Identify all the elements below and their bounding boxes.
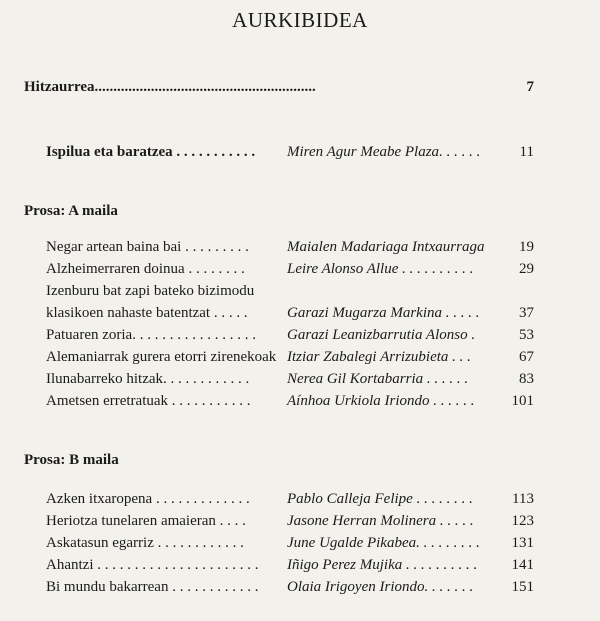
toc-entry xyxy=(0,236,600,258)
entry-author: Jasone Herran Molinera . . . . . xyxy=(287,513,474,529)
entry-page: 141 xyxy=(511,557,534,573)
entry-title: Negar artean baina bai . . . . . . . . . xyxy=(46,239,249,255)
entry-page: 37 xyxy=(519,305,534,321)
toc-entry-hitzaurrea xyxy=(0,76,600,98)
entry-author: Itziar Zabalegi Arrizubieta . . . xyxy=(287,349,471,365)
entry-author: Maialen Madariaga Intxaurraga xyxy=(287,239,485,255)
toc-entry-ispilua xyxy=(0,141,600,163)
entry-page: 113 xyxy=(512,491,534,507)
toc-entry xyxy=(0,324,600,346)
toc-entry xyxy=(0,302,600,324)
section-heading-prosa-b: Prosa: B maila xyxy=(24,452,119,468)
entry-title: Askatasun egarriz . . . . . . . . . . . . xyxy=(46,535,244,551)
entry-title: klasikoen nahaste batentzat . . . . . xyxy=(46,305,248,321)
toc-entry xyxy=(0,576,600,598)
entry-author: Leire Alonso Allue . . . . . . . . . . xyxy=(287,261,474,277)
page-title: AURKIBIDEA xyxy=(232,8,368,32)
toc-entry xyxy=(0,346,600,368)
entry-page: 123 xyxy=(511,513,534,529)
entry-title: Ispilua eta baratzea . . . . . . . . . . . xyxy=(46,144,256,160)
entry-page: 29 xyxy=(519,261,534,277)
entry-author: Pablo Calleja Felipe . . . . . . . . xyxy=(287,491,473,507)
entry-title: Ahantzi . . . . . . . . . . . . . . . . . . . . . . xyxy=(46,557,259,573)
entry-page: 101 xyxy=(511,393,534,409)
entry-page: 67 xyxy=(519,349,534,365)
entry-title: Alemaniarrak gurera etorri zirenekoak xyxy=(46,349,277,365)
toc-entry xyxy=(0,368,600,390)
entry-author: Iñigo Perez Mujika . . . . . . . . . . xyxy=(287,557,478,573)
entry-author: June Ugalde Pikabea. . . . . . . . . xyxy=(287,535,480,551)
entry-title: Bi mundu bakarrean . . . . . . . . . . . . xyxy=(46,579,259,595)
toc-entry xyxy=(0,554,600,576)
entry-page: 151 xyxy=(511,579,534,595)
entry-author: Miren Agur Meabe Plaza. . . . . . xyxy=(287,144,481,160)
toc-entry xyxy=(0,488,600,510)
toc-entry xyxy=(0,280,600,302)
entry-title: Izenburu bat zapi bateko bizimodu xyxy=(46,283,255,299)
entry-title: Hitzaurrea........................................................... xyxy=(24,79,316,95)
entry-title: Azken itxaropena . . . . . . . . . . . . . xyxy=(46,491,250,507)
entry-author: Garazi Mugarza Markina . . . . . xyxy=(287,305,480,321)
entry-author: Nerea Gil Kortabarria . . . . . . xyxy=(287,371,469,387)
entry-author: Aínhoa Urkiola Iriondo . . . . . . xyxy=(287,393,475,409)
toc-entry xyxy=(0,258,600,280)
entry-page: 53 xyxy=(519,327,534,343)
section-heading-prosa-a: Prosa: A maila xyxy=(24,203,118,219)
entry-title: Ametsen erretratuak . . . . . . . . . . . xyxy=(46,393,251,409)
entry-author: Garazi Leanizbarrutia Alonso . xyxy=(287,327,476,343)
toc-entry xyxy=(0,390,600,412)
entry-page: 131 xyxy=(511,535,534,551)
entry-page: 83 xyxy=(519,371,534,387)
entry-title: Heriotza tunelaren amaieran . . . . xyxy=(46,513,246,529)
entry-page: 7 xyxy=(526,79,534,95)
entry-title: Alzheimerraren doinua . . . . . . . . xyxy=(46,261,245,277)
entry-page: 19 xyxy=(519,239,534,255)
toc-entry xyxy=(0,532,600,554)
toc-entry xyxy=(0,510,600,532)
entry-author: Olaia Irigoyen Iriondo. . . . . . . xyxy=(287,579,474,595)
entry-title: Patuaren zoria. . . . . . . . . . . . . . . . . xyxy=(46,327,256,343)
entry-page: 11 xyxy=(519,144,534,160)
entry-title: Ilunabarreko hitzak. . . . . . . . . . . . xyxy=(46,371,250,387)
